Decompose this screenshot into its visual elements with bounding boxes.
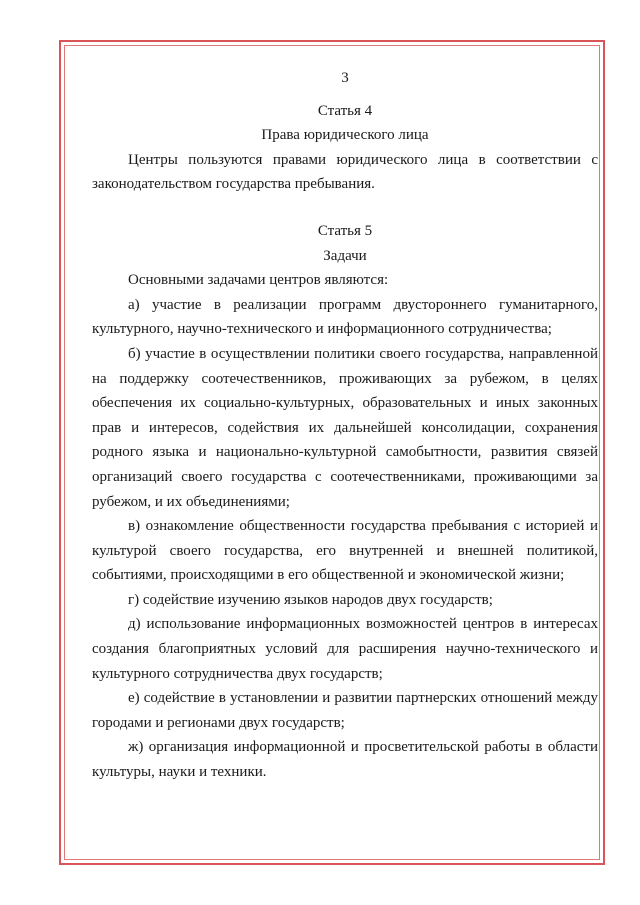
paragraph: а) участие в реализации программ двустороннего гуманитарного, культурного, научно-технического и информационного сотрудничества; xyxy=(92,296,598,338)
paragraph: г) содействие изучению языков народов двух государств; xyxy=(128,591,493,608)
paragraph: д) использование информационных возможностей центров в интересах создания благоприятных условий для расширения научно-технического и культурного сотрудничества двух государств; xyxy=(92,616,598,682)
article-heading: Статья 5 xyxy=(317,222,373,239)
paragraph: ж) организация информационной и просветительской работы в области культуры, науки и техники. xyxy=(92,739,598,781)
article-5 xyxy=(92,219,598,785)
section-gap xyxy=(92,197,598,219)
document-body xyxy=(92,66,598,785)
article-title: Задачи xyxy=(323,247,367,264)
page-number: 3 xyxy=(341,70,349,86)
article-heading: Статья 4 xyxy=(317,102,373,119)
paragraph: Основными задачами центров являются: xyxy=(128,272,389,289)
article-4 xyxy=(92,99,598,197)
paragraph: е) содействие в установлении и развитии партнерских отношений между городами и регионами двух государств; xyxy=(92,690,598,731)
paragraph: б) участие в осуществлении политики своего государства, направленной на поддержку соотечественников, проживающих за рубежом, в целях обеспечения их социально-культурных, образовательных и иных законных прав и интересов, содействия их дальнейшей консолидации, сохранения родного языка и национально-культурной самобытности, развития связей организаций своего государства с соотечественниками, проживающими за рубежом, и их объединениями; xyxy=(92,345,598,510)
paragraph: в) ознакомление общественности государства пребывания с историей и культурой своего государства, его внутренней и внешней политикой, событиями, происходящими в его общественной и экономической жизни; xyxy=(92,518,598,584)
article-title: Права юридического лица xyxy=(261,127,429,144)
paragraph: Центры пользуются правами юридического лица в соответствии с законодательством государства пребывания. xyxy=(92,151,598,193)
